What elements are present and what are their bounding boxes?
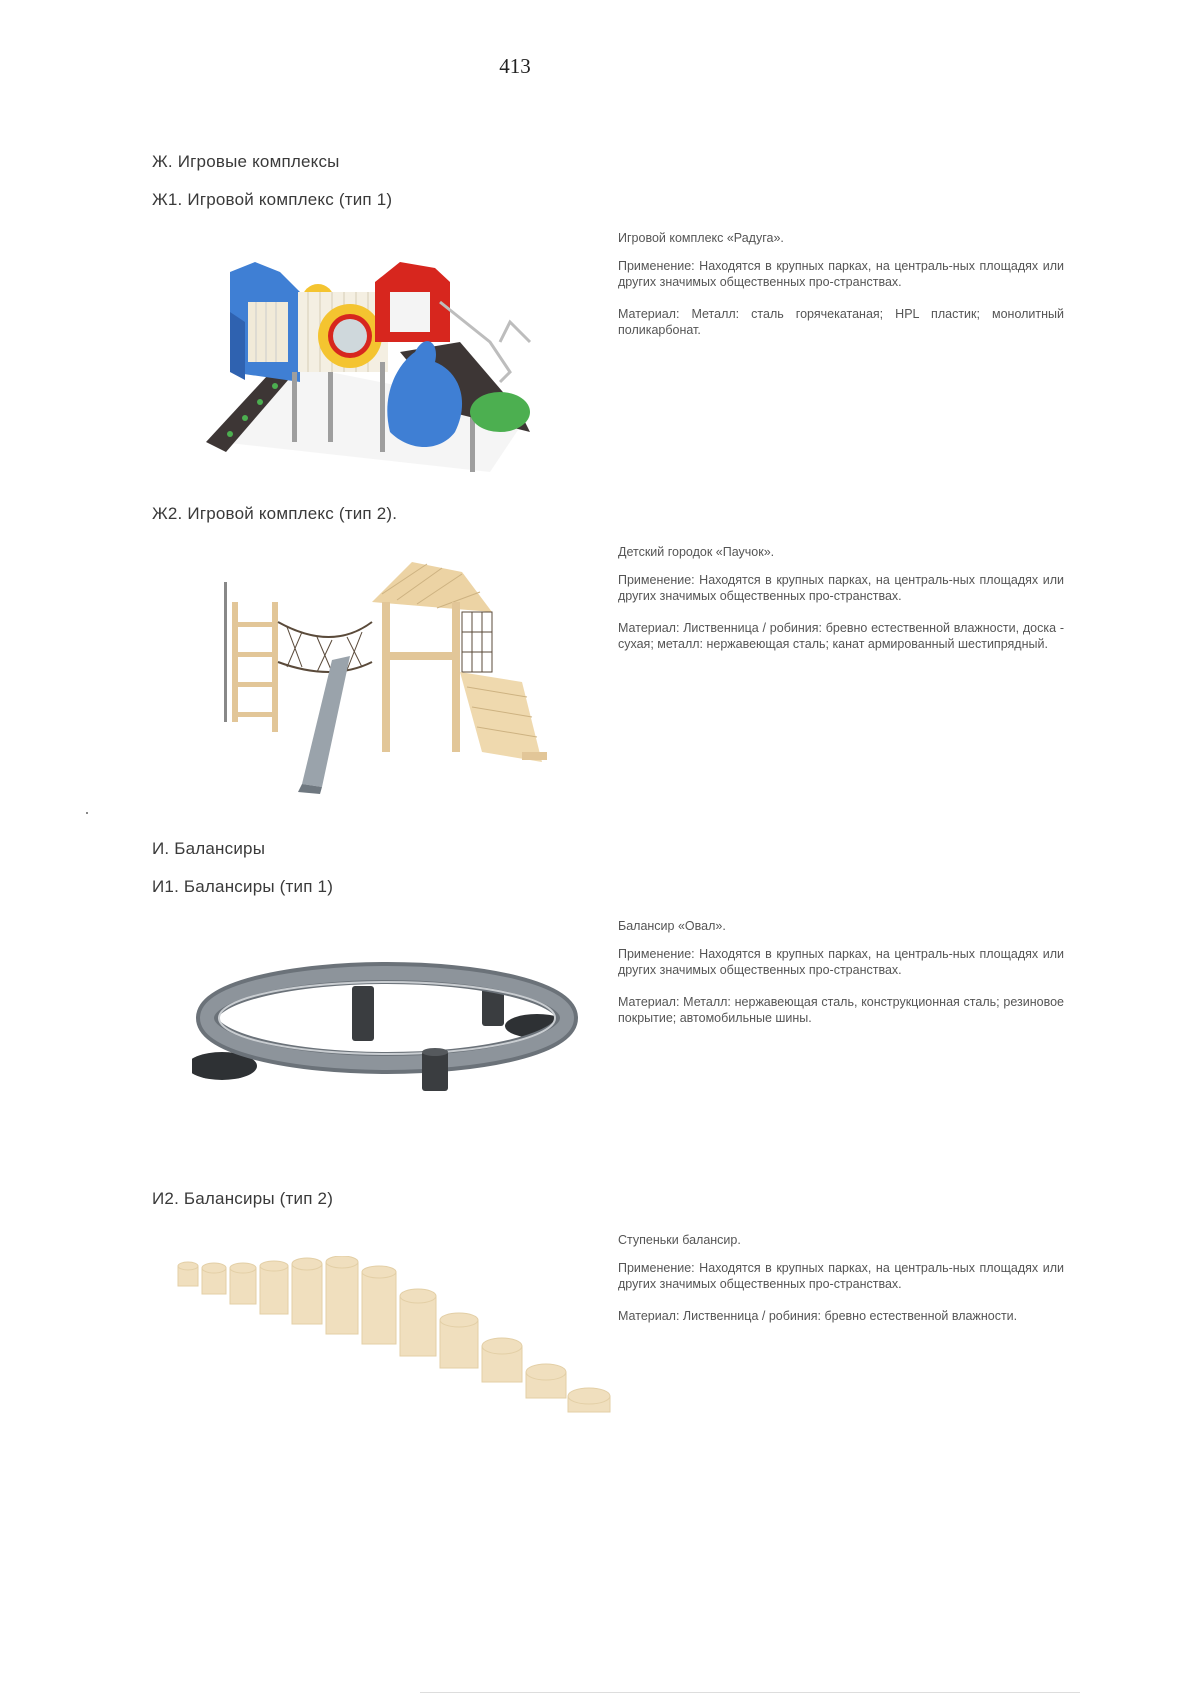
description-zh2	[618, 544, 1064, 668]
application-text: Применение: Находятся в крупных парках, на централь-ных площадях или других значимых общественных про-странствах.	[618, 573, 1064, 603]
balancer-steps-image	[172, 1256, 612, 1446]
page-number: 413	[499, 54, 531, 78]
application-text: Применение: Находятся в крупных парках, на централь-ных площадях или других значимых общественных про-странствах.	[618, 947, 1064, 977]
balancer-oval-image	[192, 946, 582, 1096]
material-text: Материал: Лиственница / робиния: бревно естественной влажности.	[618, 1309, 1018, 1323]
product-title: Игровой комплекс «Радуга».	[618, 231, 784, 245]
material-text: Материал: Лиственница / робиния: бревно естественной влажности, доска - сухая; металл: нержавеющая сталь; канат армированный шестипрядный.	[618, 621, 1064, 651]
scan-speck	[86, 812, 88, 814]
playground-spider-image	[222, 562, 562, 802]
subsection-heading-zh1: Ж1. Игровой комплекс (тип 1)	[152, 190, 393, 209]
footer-divider	[420, 1692, 1080, 1693]
description-i1	[618, 918, 1064, 1042]
subsection-heading-i1: И1. Балансиры (тип 1)	[152, 877, 334, 896]
application-text: Применение: Находятся в крупных парках, на централь-ных площадях или других значимых общественных про-странствах.	[618, 259, 1064, 289]
material-text: Материал: Металл: сталь горячекатаная; HPL пластик; монолитный поликарбонат.	[618, 307, 1064, 337]
playground-rainbow-image	[200, 262, 580, 482]
section-heading-playgrounds: Ж. Игровые комплексы	[152, 152, 340, 171]
application-text: Применение: Находятся в крупных парках, на централь-ных площадях или других значимых общественных про-странствах.	[618, 1261, 1064, 1291]
product-title: Ступеньки балансир.	[618, 1233, 741, 1247]
product-title: Детский городок «Паучок».	[618, 545, 775, 559]
product-title: Балансир «Овал».	[618, 919, 726, 933]
description-zh1	[618, 230, 1064, 354]
subsection-heading-zh2: Ж2. Игровой комплекс (тип 2).	[152, 504, 398, 523]
material-text: Материал: Металл: нержавеющая сталь, конструкционная сталь; резиновое покрытие; автомобильные шины.	[618, 995, 1064, 1025]
section-heading-balancers: И. Балансиры	[152, 839, 266, 858]
subsection-heading-i2: И2. Балансиры (тип 2)	[152, 1189, 334, 1208]
description-i2	[618, 1232, 1064, 1340]
